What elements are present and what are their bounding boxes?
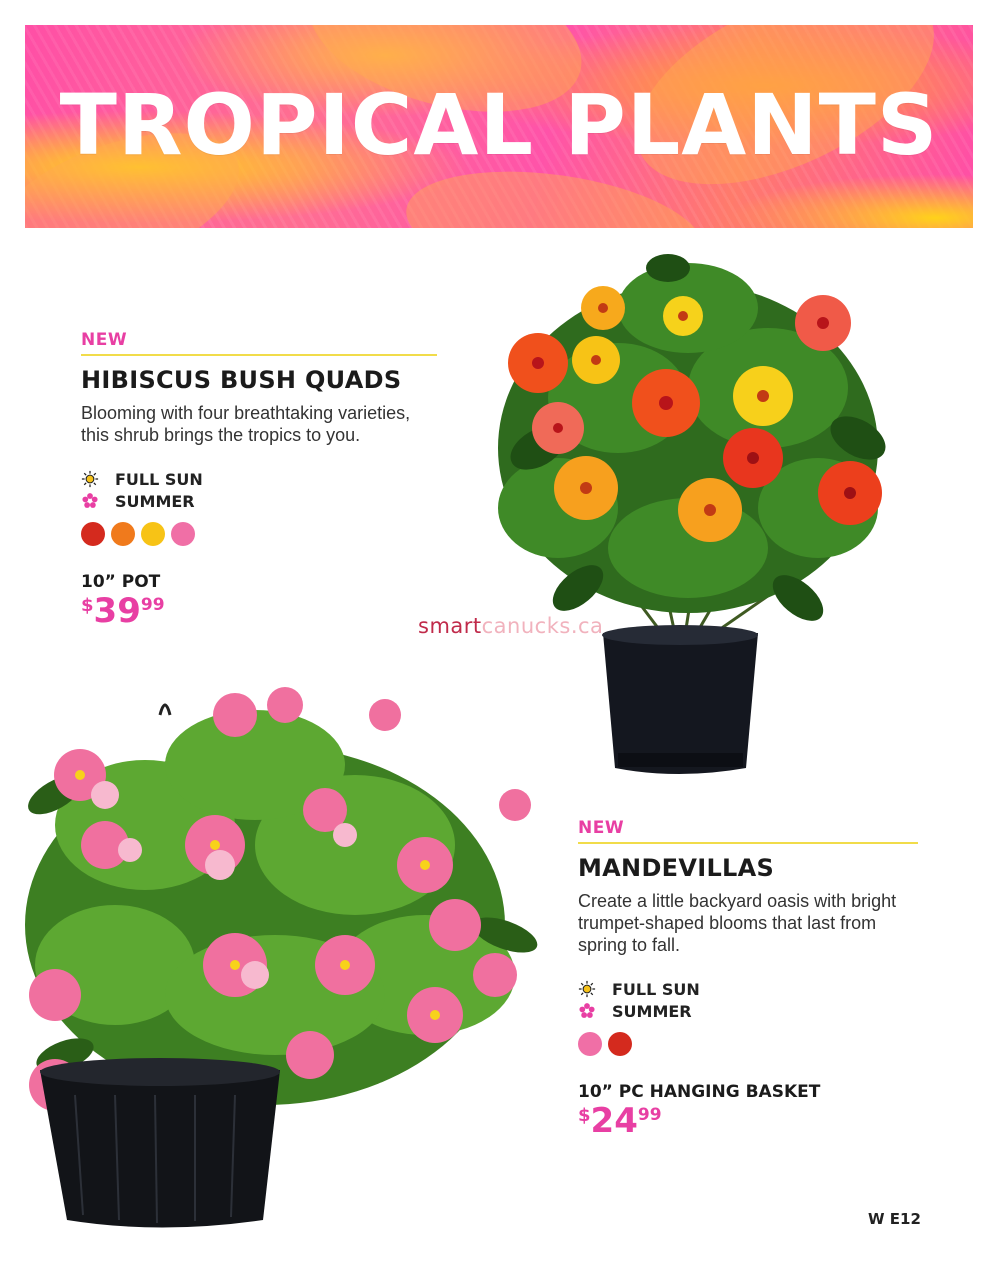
new-tag: NEW [578,818,918,844]
price-cents: 99 [140,595,165,615]
color-swatch-yellow [141,522,165,546]
product-hibiscus [81,330,437,631]
new-tag: NEW [81,330,437,356]
product-name: MANDEVILLAS [578,854,775,882]
color-swatch-red [81,522,105,546]
attribute-label: FULL SUN [612,979,700,999]
description-line: Blooming with four breathtaking varieties, [81,403,411,423]
price-cents: 99 [637,1105,662,1125]
attribute-label: FULL SUN [115,469,203,489]
color-swatch-pink [578,1032,602,1056]
description-line: spring to fall. [578,935,681,955]
product-size: 10” POT [81,572,161,592]
description-line: this shrub brings the tropics to you. [81,425,361,445]
color-swatch-orange [111,522,135,546]
product-description [578,890,918,956]
attribute-summer [81,490,437,512]
watermark-part1: smart [418,614,482,638]
attribute-full-sun [578,978,918,1000]
care-attributes [578,978,918,1022]
color-swatch-pink [171,522,195,546]
watermark-part2: canucks.ca [481,614,604,638]
flower-icon [81,492,99,510]
product-name: HIBISCUS BUSH QUADS [81,366,402,394]
product-mandevillas [578,818,918,1141]
price-currency: $ [578,1105,591,1126]
description-line: Create a little backyard oasis with bright [578,891,897,911]
sun-icon [81,470,99,488]
banner [25,25,973,228]
attribute-summer [578,1000,918,1022]
color-swatches [578,1032,918,1056]
product-price [578,1101,918,1141]
color-swatches [81,522,437,546]
page-code: W E12 [868,1210,921,1228]
product-size: 10” PC HANGING BASKET [578,1082,821,1102]
color-swatch-red [608,1032,632,1056]
description-line: trumpet-shaped blooms that last from [578,913,877,933]
mandevilla-basket-image [25,675,545,1240]
price-dollars: 24 [590,1101,638,1141]
attribute-full-sun [81,468,437,490]
watermark [418,614,603,638]
price-dollars: 39 [93,591,141,631]
banner-title: TROPICAL PLANTS [59,76,939,174]
care-attributes [81,468,437,512]
attribute-label: SUMMER [612,1001,692,1021]
flower-icon [578,1002,596,1020]
product-price [81,591,437,631]
sun-icon [578,980,596,998]
attribute-label: SUMMER [115,491,195,511]
product-description [81,402,437,446]
price-currency: $ [81,595,94,616]
